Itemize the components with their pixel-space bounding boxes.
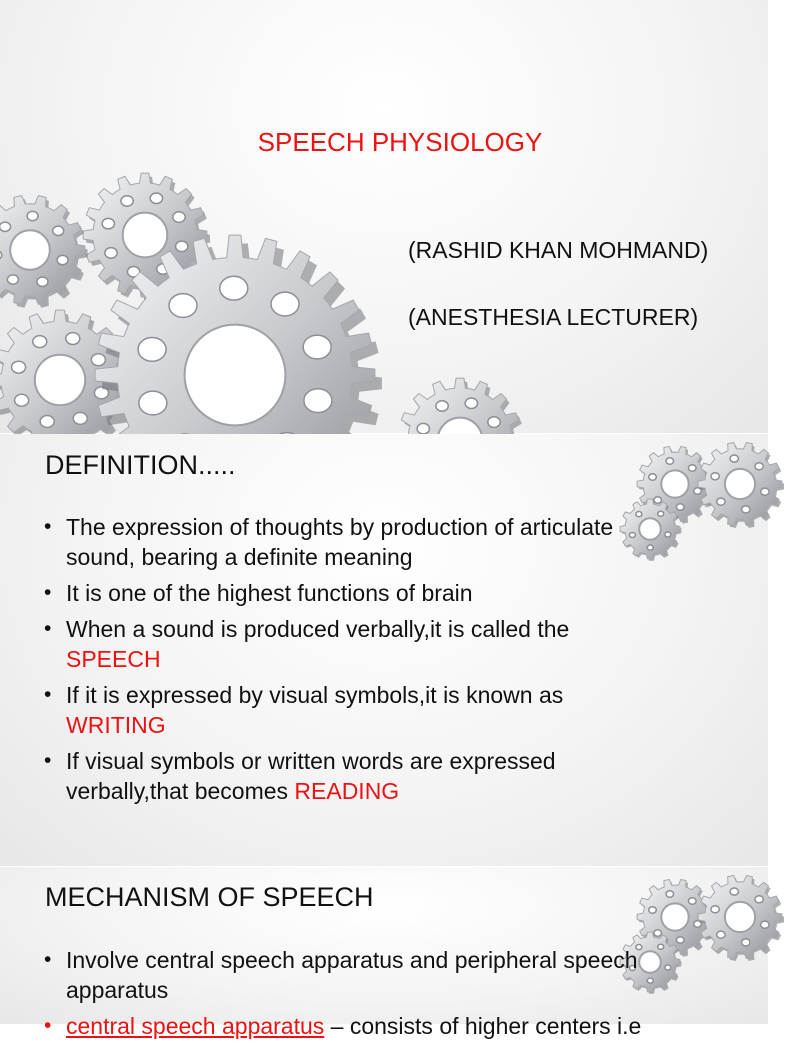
bullet-icon: • bbox=[44, 1014, 52, 1037]
list-item bbox=[44, 1011, 704, 1041]
bullet-icon: • bbox=[44, 948, 52, 971]
slide-title-text: SPEECH PHYSIOLOGY bbox=[257, 127, 543, 157]
list-item bbox=[44, 680, 684, 740]
highlight-term: WRITING bbox=[66, 712, 166, 738]
list-item bbox=[44, 578, 684, 608]
highlight-term: READING bbox=[294, 778, 400, 804]
bullet-list bbox=[44, 512, 684, 812]
bullet-icon: • bbox=[44, 617, 52, 640]
list-item bbox=[44, 746, 684, 806]
bullet-list bbox=[44, 945, 704, 1047]
bullet-icon: • bbox=[44, 581, 52, 604]
highlight-term: SPEECH bbox=[66, 646, 161, 672]
slide-mechanism bbox=[0, 867, 768, 1039]
highlight-term: central speech apparatus bbox=[66, 1013, 325, 1039]
list-item bbox=[44, 614, 684, 674]
bullet-icon: • bbox=[44, 749, 52, 772]
gear-icon bbox=[698, 443, 784, 529]
author-name: (RASHID KHAN MOHMAND) bbox=[408, 237, 709, 263]
author-role: (ANESTHESIA LECTURER) bbox=[408, 304, 699, 330]
bullet-icon: • bbox=[44, 683, 52, 706]
bullet-text: – consists of higher centers i.e bbox=[330, 1013, 642, 1039]
slide-title bbox=[0, 0, 768, 433]
gear-icon bbox=[0, 196, 88, 308]
list-item bbox=[44, 945, 704, 1005]
slide-heading: MECHANISM OF SPEECH bbox=[45, 882, 374, 912]
gear-icon bbox=[698, 876, 784, 962]
bullet-text: It is one of the highest functions of brain bbox=[66, 580, 473, 606]
bullet-text: The expression of thoughts by production of articulate sound, bearing a definite meaning bbox=[66, 514, 614, 570]
gears-graphic bbox=[0, 0, 560, 433]
bullet-text: When a sound is produced verbally,it is called the bbox=[66, 616, 570, 642]
slide-heading: DEFINITION..... bbox=[45, 450, 236, 480]
bullet-icon: • bbox=[44, 515, 52, 538]
bullet-text: Involve central speech apparatus and peripheral speech apparatus bbox=[66, 947, 638, 1003]
bullet-text: If visual symbols or written words are expressed verbally,that becomes bbox=[66, 748, 556, 804]
slide-definition bbox=[0, 434, 768, 866]
bullet-text: If it is expressed by visual symbols,it is known as bbox=[66, 682, 564, 708]
list-item bbox=[44, 512, 684, 572]
